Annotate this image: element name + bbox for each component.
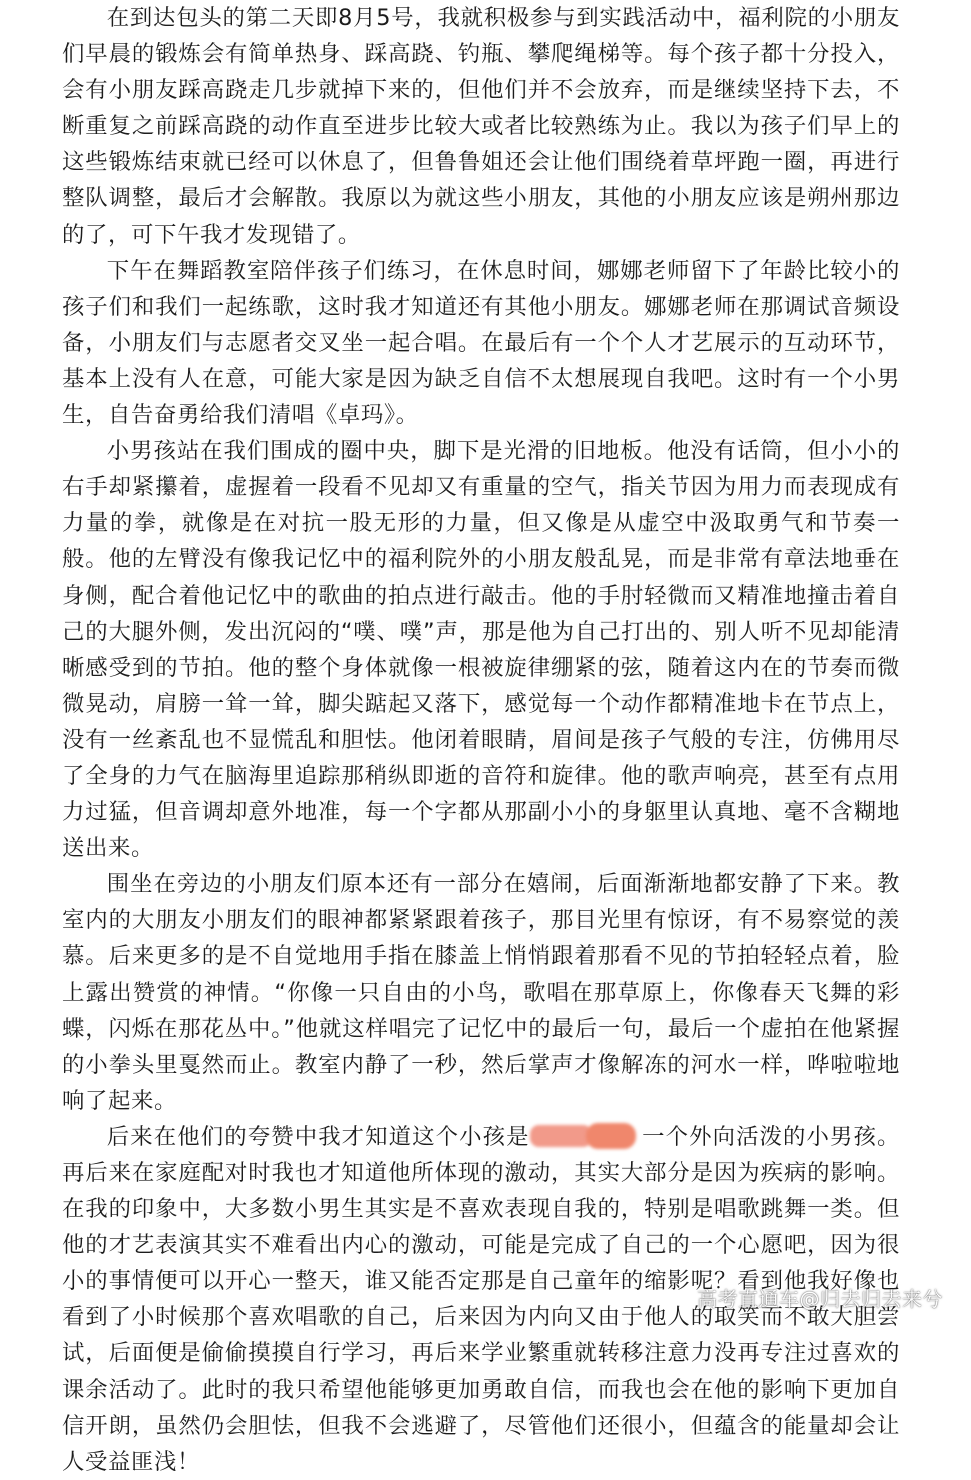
paragraph-4: 围坐在旁边的小朋友们原本还有一部分在嬉闹，后面渐渐地都安静了下来。教室内的大朋友小朋友们的眼神都紧紧跟着孩子，那目光里有惊讶，有不易察觉的羡慕。后来更多的是不自觉地用手指在膝盖上悄悄跟着那看不见的节拍轻轻点着，脸上露出赞赏的神情。“你像一只自由的小鸟，歌唱在那草原上，你像春天飞舞的彩蝶，闪烁在那花丛中。”他就这样唱完了记忆中的最后一句，最后一个虚拍在他紧握的小拳头里戛然而止。教室内静了一秒，然后掌声才像解冻的河水一样，哗啦啦地响了起来。 xyxy=(62,871,900,1114)
redaction-mark xyxy=(530,1123,642,1149)
paragraph-2: 下午在舞蹈教室陪伴孩子们练习，在休息时间，娜娜老师留下了年龄比较小的孩子们和我们一起练歌，这时我才知道还有其他小朋友。娜娜老师在那调试音频设备，小朋友们与志愿者交叉坐一起合唱。在最后有一个个人才艺展示的互动环节，基本上没有人在意，可能大家是因为缺乏自信不太想展现自我吧。这时有一个小男生，自告奋勇给我们清唱《卓玛》。 xyxy=(62,257,900,429)
watermark-text: 高考直通车@归去归去来兮 xyxy=(697,1287,943,1311)
paragraph-1: 在到达包头的第二天即8月5号，我就积极参与到实践活动中，福利院的小朋友们早晨的锻炼会有简单热身、踩高跷、钓瓶、攀爬绳梯等。每个孩子都十分投入，会有小朋友踩高跷走几步就掉下来的，但他们并不会放弃，而是继续坚持下去，不断重复之前踩高跷的动作直至进步比较大或者比较熟练为止。我以为孩子们早上的这些锻炼结束就已经可以休息了，但鲁鲁姐还会让他们围绕着草坪跑一圈，再进行整队调整，最后才会解散。我原以为就这些小朋友，其他的小朋友应该是朔州那边的了，可下午我才发现错了。 xyxy=(62,5,900,248)
paragraph-5-text-start: 后来在他们的夸赞中我才知道这个小孩是 xyxy=(106,1123,530,1150)
paragraph-3: 小男孩站在我们围成的圈中央，脚下是光滑的旧地板。他没有话筒，但小小的右手却紧攥着，虚握着一段看不见却又有重量的空气，指关节因为用力而表现成有力量的拳，就像是在对抗一股无形的力量，但又像是从虚空中汲取勇气和节奏一般。他的左臂没有像我记忆中的福利院外的小朋友般乱晃，而是非常有章法地垂在身侧，配合着他记忆中的歌曲的拍点进行敲击。他的手肘轻微而又精准地撞击着自己的大腿外侧，发出沉闷的“噗、噗”声，那是他为自己打出的、别人听不见却能清晰感受到的节拍。他的整个身体就像一根被旋律绷紧的弦，随着这内在的节奏而微微晃动，肩膀一耸一耸，脚尖踮起又落下，感觉每一个动作都精准地卡在节点上，没有一丝紊乱也不显慌乱和胆怯。他闭着眼睛，眉间是孩子气般的专注，仿佛用尽了全身的力气在脑海里追踪那稍纵即逝的音符和旋律。他的歌声响亮，甚至有点用力过猛，但音调却意外地准，每一个字都从那副小小的身躯里认真地、毫不含糊地送出来。 xyxy=(62,438,900,862)
essay-body xyxy=(62,0,900,1480)
paragraph-5-text-end: 一个外向活泼的小男孩。再后来在家庭配对时我也才知道他所体现的激动，其实大部分是因为疾病的影响。在我的印象中，大多数小男生其实是不喜欢表现自我的，特别是唱歌跳舞一类。但他的才艺表演其实不难看出内心的激动，可能是完成了自己的一个心愿吧，因为很小的事情便可以开心一整天，谁又能否定那是自己童年的缩影呢？看到他我好像也看到了小时候那个喜欢唱歌的自己，后来因为内向又由于他人的取笑而不敢大胆尝试，后面便是偷偷摸摸自行学习，再后来学业繁重就转移注意力没再专注过喜欢的课余活动了。此时的我只希望他能够更加勇敢自信，而我也会在他的影响下更加自信开朗，虽然仍会胆怯，但我不会逃避了，尽管他们还很小，但蕴含的能量却会让人受益匪浅！ xyxy=(62,1123,900,1475)
